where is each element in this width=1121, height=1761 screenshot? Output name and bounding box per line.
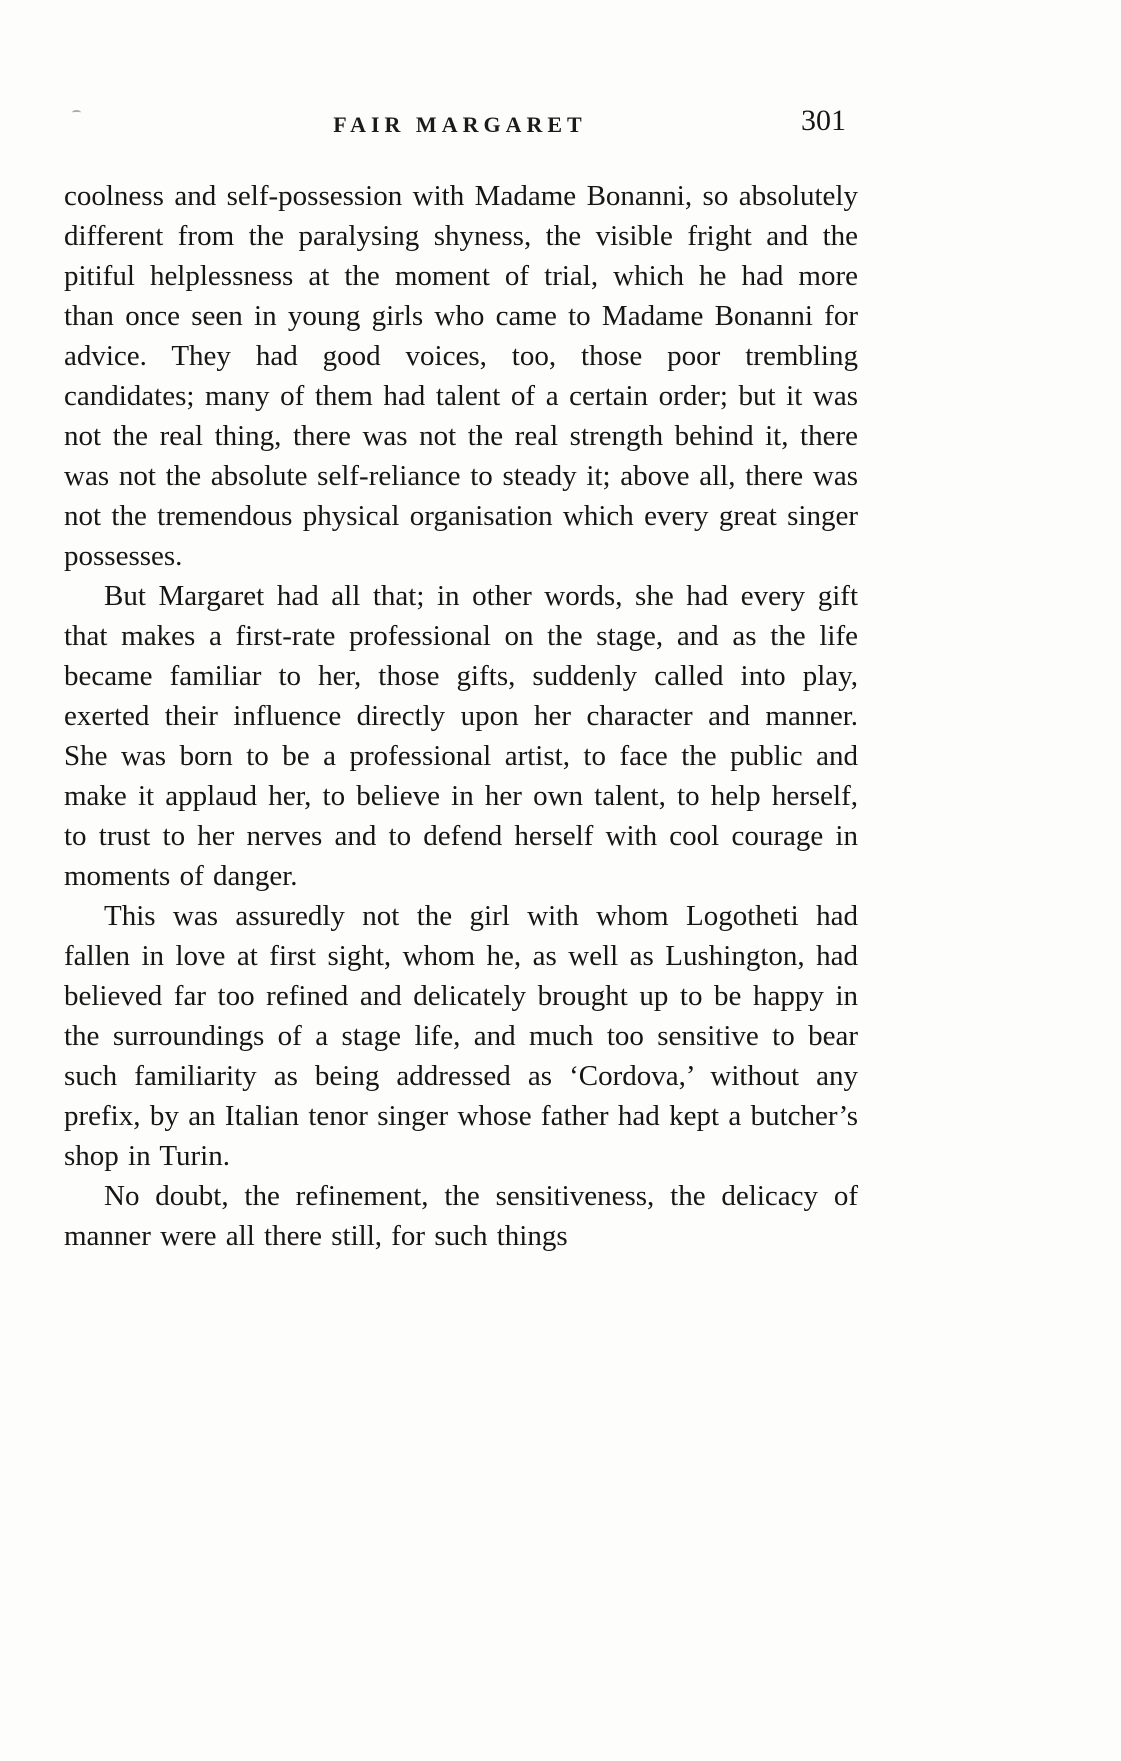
paragraph: This was assuredly not the girl with whom Logotheti had fallen in love at first sight, whom he, as well as Lushington, had believed far too refined and delicately brought up to be happy in the surroundings of a stage life, and much too sensitive to bear such familiarity as being addressed as ‘Cordova,’ without any prefix, by an Italian tenor singer whose father had kept a butcher’s shop in Turin. xyxy=(64,900,858,1172)
page-number: 301 xyxy=(801,104,846,137)
body-text xyxy=(64,176,858,1256)
running-head xyxy=(64,104,856,142)
paragraph: No doubt, the refinement, the sensitiveness, the delicacy of manner were all there still, for such things xyxy=(64,1180,858,1252)
paragraph: But Margaret had all that; in other words, she had every gift that makes a first-rate professional on the stage, and as the life became familiar to her, those gifts, suddenly called into play, exerted their influence directly upon her character and manner. She was born to be a professional artist, to face the public and make it applaud her, to believe in her own talent, to help herself, to trust to her nerves and to defend herself with cool courage in moments of danger. xyxy=(64,580,858,892)
paragraph: coolness and self-possession with Madame Bonanni, so absolutely different from the paralysing shyness, the visible fright and the pitiful helplessness at the moment of trial, which he had more than once seen in young girls who came to Madame Bonanni for advice. They had good voices, too, those poor trembling candidates; many of them had talent of a certain order; but it was not the real thing, there was not the real strength behind it, there was not the absolute self-reliance to steady it; above all, there was not the tremendous physical organisation which every great singer possesses. xyxy=(64,180,858,572)
page-title: FAIR MARGARET xyxy=(333,112,587,137)
